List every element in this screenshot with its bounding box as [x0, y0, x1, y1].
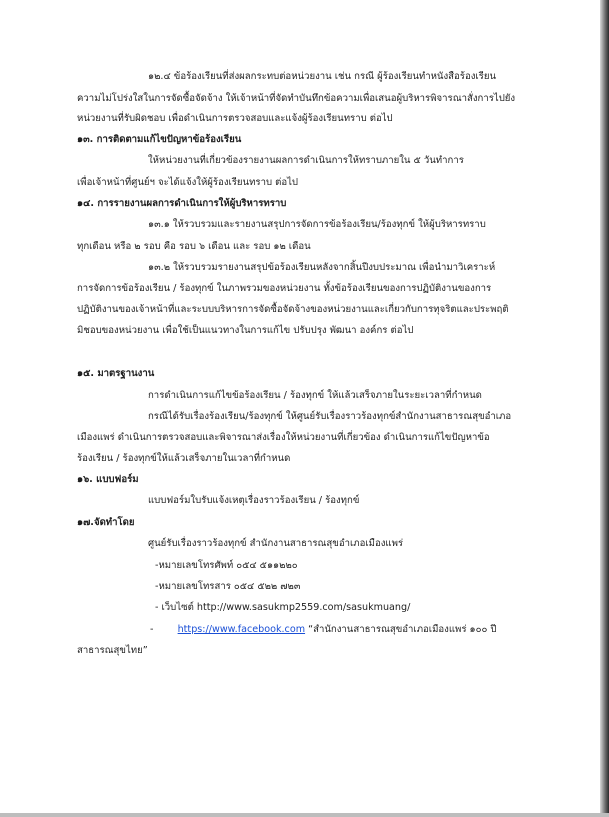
s17-facebook-row	[150, 624, 497, 636]
scan-edge-right	[600, 0, 609, 817]
s17-facebook-text: “สำนักงานสาธารณสุขอำเภอเมืองแพร่ ๑๐๐ ปี	[308, 624, 497, 635]
s17-line1: ศูนย์รับเรื่องราวร้องทุกข์ สำนักงานสาธารณสุขอำเภอเมืองแพร่	[148, 538, 404, 549]
s13-line1: ให้หน่วยงานที่เกี่ยวข้องรายงานผลการดำเนินการให้ทราบภายใน ๕ วันทำการ	[148, 155, 464, 166]
s14-p2-line1: ๑๓.๒ ให้รวบรวมรายงานสรุปข้อร้องเรียนหลังจากสิ้นปีงบประมาณ เพื่อนำมาวิเคราะห์	[148, 262, 496, 273]
s15-line3: เมืองแพร่ ดำเนินการตรวจสอบและพิจารณาส่งเรื่องให้หน่วยงานที่เกี่ยวข้อง ดำเนินการแก้ไขปัญหาข้อ	[77, 432, 490, 443]
s17-website: - เว็บไซต์ http://www.sasukmp2559.com/sasukmuang/	[155, 602, 411, 613]
section-14-heading: ๑๔. การรายงานผลการดำเนินการให้ผู้บริหารทราบ	[77, 198, 287, 209]
scan-edge-bottom	[0, 813, 609, 817]
s15-line4: ร้องเรียน / ร้องทุกข์ให้แล้วเสร็จภายในเวลาที่กำหนด	[77, 453, 291, 464]
s16-line1: แบบฟอร์มใบรับแจ้งเหตุเรื่องราวร้องเรียน / ร้องทุกข์	[148, 495, 360, 506]
s14-p2-line4: มิชอบของหน่วยงาน เพื่อใช้เป็นแนวทางในการแก้ไข ปรับปรุง พัฒนา องค์กร ต่อไป	[77, 325, 414, 336]
section-15-heading: ๑๕. มาตรฐานงาน	[77, 368, 155, 379]
s17-phone: -หมายเลขโทรศัพท์ ๐๕๔ ๕๑๑๒๒๐	[155, 560, 298, 571]
s14-p1-line2: ทุกเดือน หรือ ๒ รอบ คือ รอบ ๖ เดือน และ รอบ ๑๒ เดือน	[77, 241, 311, 252]
section-17-heading: ๑๗.จัดทำโดย	[77, 517, 135, 528]
s12-p4-line2: ความไม่โปร่งใสในการจัดซื้อจัดจ้าง ให้เจ้าหน้าที่จัดทำบันทึกข้อความเพื่อเสนอผู้บริหารพิจารณาสั่งการไปยัง	[77, 93, 516, 104]
s14-p2-line2: การจัดการข้อร้องเรียน / ร้องทุกข์ ในภาพรวมของหน่วยงาน ทั้งข้อร้องเรียนของการปฏิบัติงานของการ	[77, 283, 492, 294]
section-16-heading: ๑๖. แบบฟอร์ม	[77, 474, 139, 485]
s12-p4-line1: ๑๒.๔ ข้อร้องเรียนที่ส่งผลกระทบต่อหน่วยงาน เช่น กรณี ผู้ร้องเรียนทำหนังสือร้องเรียน	[148, 71, 497, 82]
s12-p4-line3: หน่วยงานที่รับผิดชอบ เพื่อดำเนินการตรวจสอบและแจ้งผู้ร้องเรียนทราบ ต่อไป	[77, 113, 393, 124]
s13-line2: เพื่อเจ้าหน้าที่ศูนย์ฯ จะได้แจ้งให้ผู้ร้องเรียนทราบ ต่อไป	[77, 177, 299, 188]
s17-facebook-dash: -	[150, 624, 154, 635]
section-13-heading: ๑๓. การติดตามแก้ไขปัญหาข้อร้องเรียน	[77, 134, 242, 145]
facebook-link[interactable]: https://www.facebook.com	[177, 624, 306, 635]
s17-facebook-line2: สาธารณสุขไทย”	[77, 645, 148, 656]
s15-line2: กรณีได้รับเรื่องร้องเรียน/ร้องทุกข์ ให้ศูนย์รับเรื่องราวร้องทุกข์สำนักงานสาธารณสุขอำเภอ	[148, 411, 512, 422]
s14-p2-line3: ปฏิบัติงานของเจ้าหน้าที่และระบบบริหารการจัดซื้อจัดจ้างของหน่วยงานและเกี่ยวกับการทุจริตและประพฤติ	[77, 304, 509, 315]
s15-line1: การดำเนินการแก้ไขข้อร้องเรียน / ร้องทุกข์ ให้แล้วเสร็จภายในระยะเวลาที่กำหนด	[148, 390, 482, 401]
s17-fax: -หมายเลขโทรสาร ๐๕๔ ๕๒๒ ๗๒๓	[155, 581, 301, 592]
s14-p1-line1: ๑๓.๑ ให้รวบรวมและรายงานสรุปการจัดการข้อร้องเรียน/ร้องทุกข์ ให้ผู้บริหารทราบ	[148, 219, 486, 230]
